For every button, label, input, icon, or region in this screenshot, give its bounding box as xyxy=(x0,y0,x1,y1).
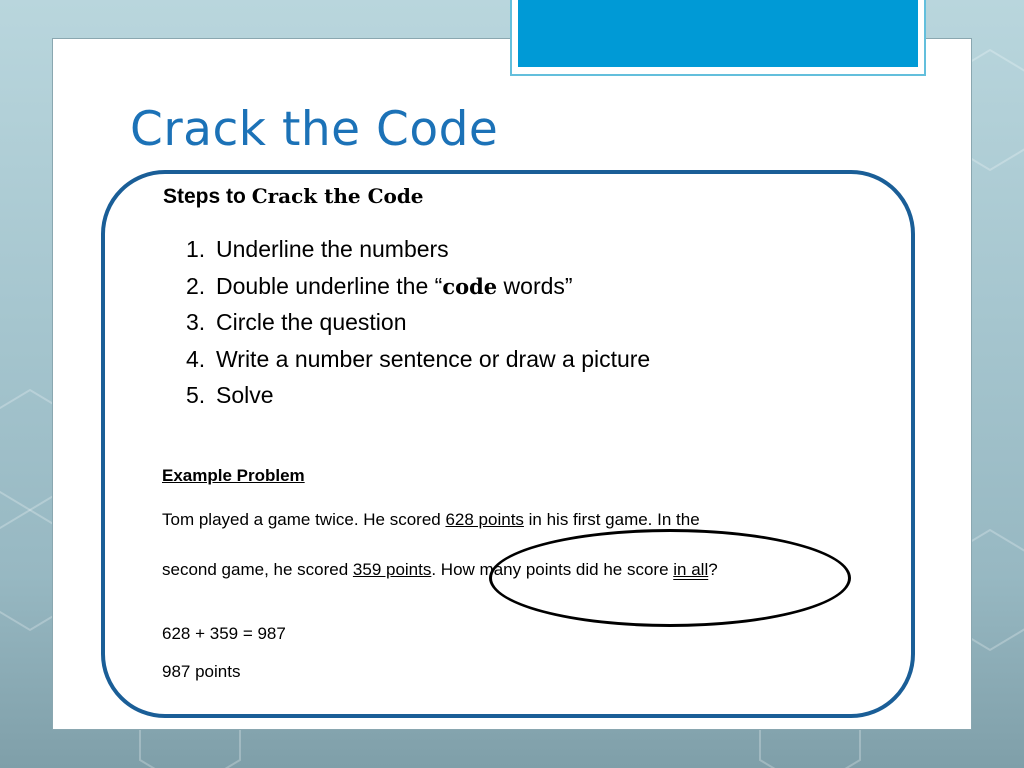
answer: 987 points xyxy=(162,662,241,681)
step-text: Circle the question xyxy=(216,309,407,335)
header-accent-bar xyxy=(518,0,918,67)
step-number: 3. xyxy=(186,309,206,335)
step-text: Solve xyxy=(216,382,274,408)
step-number: 5. xyxy=(186,382,206,408)
example-problem-heading: Example Problem xyxy=(162,466,305,485)
problem-text: . How many points did he score xyxy=(431,560,674,579)
problem-text: in his first game. In the xyxy=(523,510,700,529)
question-circle xyxy=(489,529,851,627)
step-text xyxy=(216,269,573,306)
underlined-number: 359 points xyxy=(352,560,432,579)
step-number: 4. xyxy=(186,345,206,372)
steps-heading xyxy=(163,184,424,209)
underlined-number: 628 points xyxy=(445,510,524,529)
step-item xyxy=(186,378,650,415)
step-item xyxy=(186,269,650,306)
step-number: 2. xyxy=(186,272,206,299)
step-text: Write a number sentence or draw a picture xyxy=(216,345,651,372)
equation: 628 + 359 = 987 xyxy=(162,624,286,643)
steps-heading-prefix: Steps to xyxy=(163,185,252,208)
problem-text: Tom played a game twice. He scored xyxy=(162,510,446,529)
code-word: code xyxy=(442,273,498,299)
step-text-before: Double underline the “ xyxy=(216,272,443,299)
problem-text: second game, he scored xyxy=(162,560,353,579)
step-number: 1. xyxy=(186,236,206,262)
step-item xyxy=(186,305,650,342)
steps-list xyxy=(186,232,650,415)
step-text: Underline the numbers xyxy=(216,236,449,262)
problem-text: ? xyxy=(708,560,718,579)
step-text-after: words” xyxy=(497,272,573,299)
double-underlined-code-word: in all xyxy=(673,560,709,579)
step-item xyxy=(186,342,650,379)
step-item xyxy=(186,232,650,269)
slide-title: Crack the Code xyxy=(130,102,499,157)
problem-line-1 xyxy=(162,510,700,530)
steps-heading-fancy: Crack the Code xyxy=(251,184,424,208)
